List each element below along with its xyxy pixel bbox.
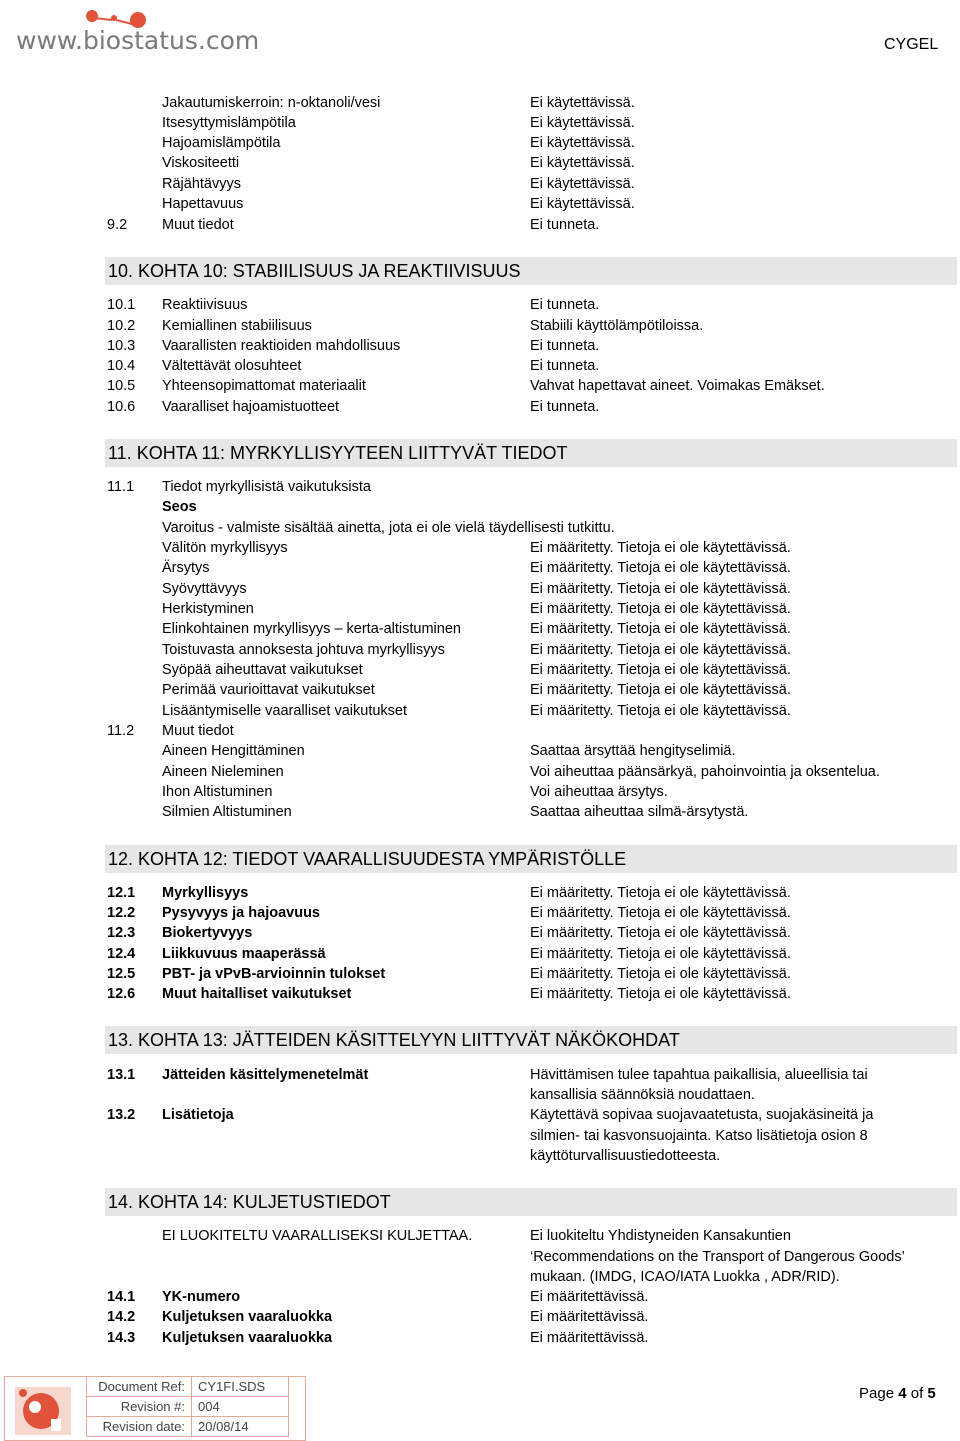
row-label: YK-numero xyxy=(162,1289,241,1305)
tox-value: Ei määritetty. Tietoja ei ole käytettävissä. xyxy=(530,581,791,597)
row-label: Jakautumiskerroin: n-oktanoli/vesi xyxy=(162,95,381,111)
revision-value: 004 xyxy=(192,1397,289,1417)
logo-text: www.biostatus.com xyxy=(16,26,260,55)
tox-label: Syövyttävyys xyxy=(162,581,247,597)
tox-value: Ei määritetty. Tietoja ei ole käytettävissä. xyxy=(530,601,791,617)
tox-value: Ei määritetty. Tietoja ei ole käytettävissä. xyxy=(530,682,791,698)
revision-label: Revision #: xyxy=(87,1397,192,1417)
row-value: Ei määritetty. Tietoja ei ole käytettävissä. xyxy=(530,885,791,901)
section-13-heading: 13. KOHTA 13: JÄTTEIDEN KÄSITTELYYN LIITTYVÄT NÄKÖKOHDAT xyxy=(105,1026,957,1054)
row-value-line: käyttöturvallisuustiedotteesta. xyxy=(530,1148,721,1164)
row-label: Pysyvyys ja hajoavuus xyxy=(162,905,320,921)
row-num: 12.6 xyxy=(107,986,136,1002)
subsection-label: Muut tiedot xyxy=(162,723,234,739)
transport-note-line: Ei luokiteltu Yhdistyneiden Kansakuntien xyxy=(530,1228,791,1244)
row-label: Muut haitalliset vaikutukset xyxy=(162,986,352,1002)
footer-revision-table xyxy=(86,1376,289,1437)
tox-value: Ei määritetty. Tietoja ei ole käytettävissä. xyxy=(530,540,791,556)
product-name: CYGEL xyxy=(884,36,939,53)
tox-label: Elinkohtainen myrkyllisyys – kerta-altistuminen xyxy=(162,621,461,637)
exposure-label: Silmien Altistuminen xyxy=(162,804,292,820)
row-label: Yhteensopimattomat materiaalit xyxy=(162,378,366,394)
row-label: Itsesyttymislämpötila xyxy=(162,115,296,131)
warning-text: Varoitus - valmiste sisältää ainetta, jota ei ole vielä täydellisesti tutkittu. xyxy=(162,520,615,536)
section-12-heading: 12. KOHTA 12: TIEDOT VAARALLISUUDESTA YMPÄRISTÖLLE xyxy=(105,845,957,873)
row-num: 12.1 xyxy=(107,885,136,901)
row-num: 13.2 xyxy=(107,1107,136,1123)
row-value: Ei määritetty. Tietoja ei ole käytettävissä. xyxy=(530,966,791,982)
row-label: PBT- ja vPvB-arvioinnin tulokset xyxy=(162,966,386,982)
row-num: 10.1 xyxy=(107,297,136,313)
row-value: Ei käytettävissä. xyxy=(530,95,635,111)
tox-value: Ei määritetty. Tietoja ei ole käytettävissä. xyxy=(530,662,791,678)
row-label: Biokertyvyys xyxy=(162,925,253,941)
row-value: Vahvat hapettavat aineet. Voimakas Emäkset. xyxy=(530,378,825,394)
exposure-label: Aineen Nieleminen xyxy=(162,764,284,780)
doc-ref-label: Document Ref: xyxy=(87,1377,192,1397)
transport-class-label: EI LUOKITELTU VAARALLISEKSI KULJETTAA. xyxy=(162,1228,473,1244)
row-label: Kuljetuksen vaaraluokka xyxy=(162,1309,333,1325)
row-value: Ei määritetty. Tietoja ei ole käytettävissä. xyxy=(530,946,791,962)
row-label: Kuljetuksen vaaraluokka xyxy=(162,1330,333,1346)
row-num: 10.5 xyxy=(107,378,136,394)
row-label: Räjähtävyys xyxy=(162,176,241,192)
tox-value: Ei määritetty. Tietoja ei ole käytettävissä. xyxy=(530,642,791,658)
row-num: 14.1 xyxy=(107,1289,136,1305)
row-label: Myrkyllisyys xyxy=(162,885,249,901)
tox-value: Ei määritetty. Tietoja ei ole käytettävissä. xyxy=(530,703,791,719)
transport-note-line: mukaan. (IMDG, ICAO/IATA Luokka , ADR/RID). xyxy=(530,1269,840,1285)
row-value-line: Hävittämisen tulee tapahtua paikallisia, alueellisia tai xyxy=(530,1067,868,1083)
page-total: 5 xyxy=(927,1385,936,1402)
row-label: Muut tiedot xyxy=(162,217,234,233)
row-label: Vaarallisten reaktioiden mahdollisuus xyxy=(162,338,401,354)
row-num: 10.2 xyxy=(107,318,136,334)
row-label: Hajoamislämpötila xyxy=(162,135,281,151)
row-label: Liikkuvuus maaperässä xyxy=(162,946,326,962)
row-value: Ei määritettävissä. xyxy=(530,1309,649,1325)
exposure-value: Saattaa ärsyttää hengityselimiä. xyxy=(530,743,736,759)
exposure-value: Voi aiheuttaa päänsärkyä, pahoinvointia ja oksentelua. xyxy=(530,764,880,780)
row-num: 14.3 xyxy=(107,1330,136,1346)
row-value: Ei tunneta. xyxy=(530,399,600,415)
row-label: Hapettavuus xyxy=(162,196,244,212)
row-label: Viskositeetti xyxy=(162,155,240,171)
tox-label: Lisääntymiselle vaaralliset vaikutukset xyxy=(162,703,407,719)
row-num: 12.2 xyxy=(107,905,136,921)
row-num: 12.4 xyxy=(107,946,136,962)
tox-label: Välitön myrkyllisyys xyxy=(162,540,288,556)
row-value: Ei määritetty. Tietoja ei ole käytettävissä. xyxy=(530,925,791,941)
page-word: Page xyxy=(859,1385,895,1402)
row-num: 9.2 xyxy=(107,217,128,233)
row-value: Stabiili käyttölämpötiloissa. xyxy=(530,318,704,334)
page-indicator xyxy=(859,1385,936,1403)
row-num: 10.3 xyxy=(107,338,136,354)
tox-label: Ärsytys xyxy=(162,560,210,576)
row-num: 12.3 xyxy=(107,925,136,941)
tox-value: Ei määritetty. Tietoja ei ole käytettävissä. xyxy=(530,560,791,576)
row-num: 10.6 xyxy=(107,399,136,415)
subsection-num: 11.1 xyxy=(107,479,135,495)
exposure-value: Voi aiheuttaa ärsytys. xyxy=(530,784,668,800)
row-value: Ei määritetty. Tietoja ei ole käytettävissä. xyxy=(530,986,791,1002)
row-value: Ei käytettävissä. xyxy=(530,196,635,212)
row-label: Lisätietoja xyxy=(162,1107,234,1123)
subsection-num: 11.2 xyxy=(107,723,135,739)
row-value-line: kansallisia säännöksiä noudattaen. xyxy=(530,1087,755,1103)
revision-date-value: 20/08/14 xyxy=(192,1417,289,1437)
row-num: 14.2 xyxy=(107,1309,136,1325)
row-value: Ei määritettävissä. xyxy=(530,1330,649,1346)
row-num: 13.1 xyxy=(107,1067,136,1083)
exposure-label: Aineen Hengittäminen xyxy=(162,743,305,759)
tox-label: Perimää vaurioittavat vaikutukset xyxy=(162,682,375,698)
mixture-label: Seos xyxy=(162,499,197,515)
transport-note-line: ‘Recommendations on the Transport of Dangerous Goods’ xyxy=(530,1249,905,1265)
row-value: Ei käytettävissä. xyxy=(530,176,635,192)
tox-label: Herkistyminen xyxy=(162,601,254,617)
tox-label: Syöpää aiheuttavat vaikutukset xyxy=(162,662,363,678)
section-11-heading: 11. KOHTA 11: MYRKYLLISYYTEEN LIITTYVÄT TIEDOT xyxy=(105,439,957,467)
exposure-value: Saattaa aiheuttaa silmä-ärsytystä. xyxy=(530,804,749,820)
row-num: 12.5 xyxy=(107,966,136,982)
row-value: Ei käytettävissä. xyxy=(530,155,635,171)
doc-ref-value: CY1FI.SDS xyxy=(192,1377,289,1397)
row-value: Ei käytettävissä. xyxy=(530,115,635,131)
row-value: Ei määritettävissä. xyxy=(530,1289,649,1305)
biostatus-footer-logo-icon xyxy=(7,1377,85,1439)
tox-value: Ei määritetty. Tietoja ei ole käytettävissä. xyxy=(530,621,791,637)
exposure-label: Ihon Altistuminen xyxy=(162,784,273,800)
row-value: Ei käytettävissä. xyxy=(530,135,635,151)
row-num: 10.4 xyxy=(107,358,136,374)
tox-label: Toistuvasta annoksesta johtuva myrkyllisyys xyxy=(162,642,445,658)
row-label: Reaktiivisuus xyxy=(162,297,248,313)
section-14-heading: 14. KOHTA 14: KULJETUSTIEDOT xyxy=(105,1188,957,1216)
row-value-line: silmien- tai kasvonsuojainta. Katso lisätietoja osion 8 xyxy=(530,1128,868,1144)
row-value: Ei tunneta. xyxy=(530,338,600,354)
page-number: 4 xyxy=(898,1385,907,1402)
subsection-label: Tiedot myrkyllisistä vaikutuksista xyxy=(162,479,371,495)
row-label: Vältettävät olosuhteet xyxy=(162,358,302,374)
row-label: Vaaralliset hajoamistuotteet xyxy=(162,399,340,415)
section-10-heading: 10. KOHTA 10: STABIILISUUS JA REAKTIIVISUUS xyxy=(105,257,957,285)
row-value: Ei tunneta. xyxy=(530,358,600,374)
revision-date-label: Revision date: xyxy=(87,1417,192,1437)
row-label: Kemiallinen stabiilisuus xyxy=(162,318,312,334)
header-logo xyxy=(12,4,262,56)
row-value: Ei tunneta. xyxy=(530,297,600,313)
row-value: Ei määritetty. Tietoja ei ole käytettävissä. xyxy=(530,905,791,921)
row-label: Jätteiden käsittelymenetelmät xyxy=(162,1067,369,1083)
page-of: of xyxy=(910,1385,924,1402)
row-value-line: Käytettävä sopivaa suojavaatetusta, suojakäsineitä ja xyxy=(530,1107,874,1123)
row-value: Ei tunneta. xyxy=(530,217,600,233)
